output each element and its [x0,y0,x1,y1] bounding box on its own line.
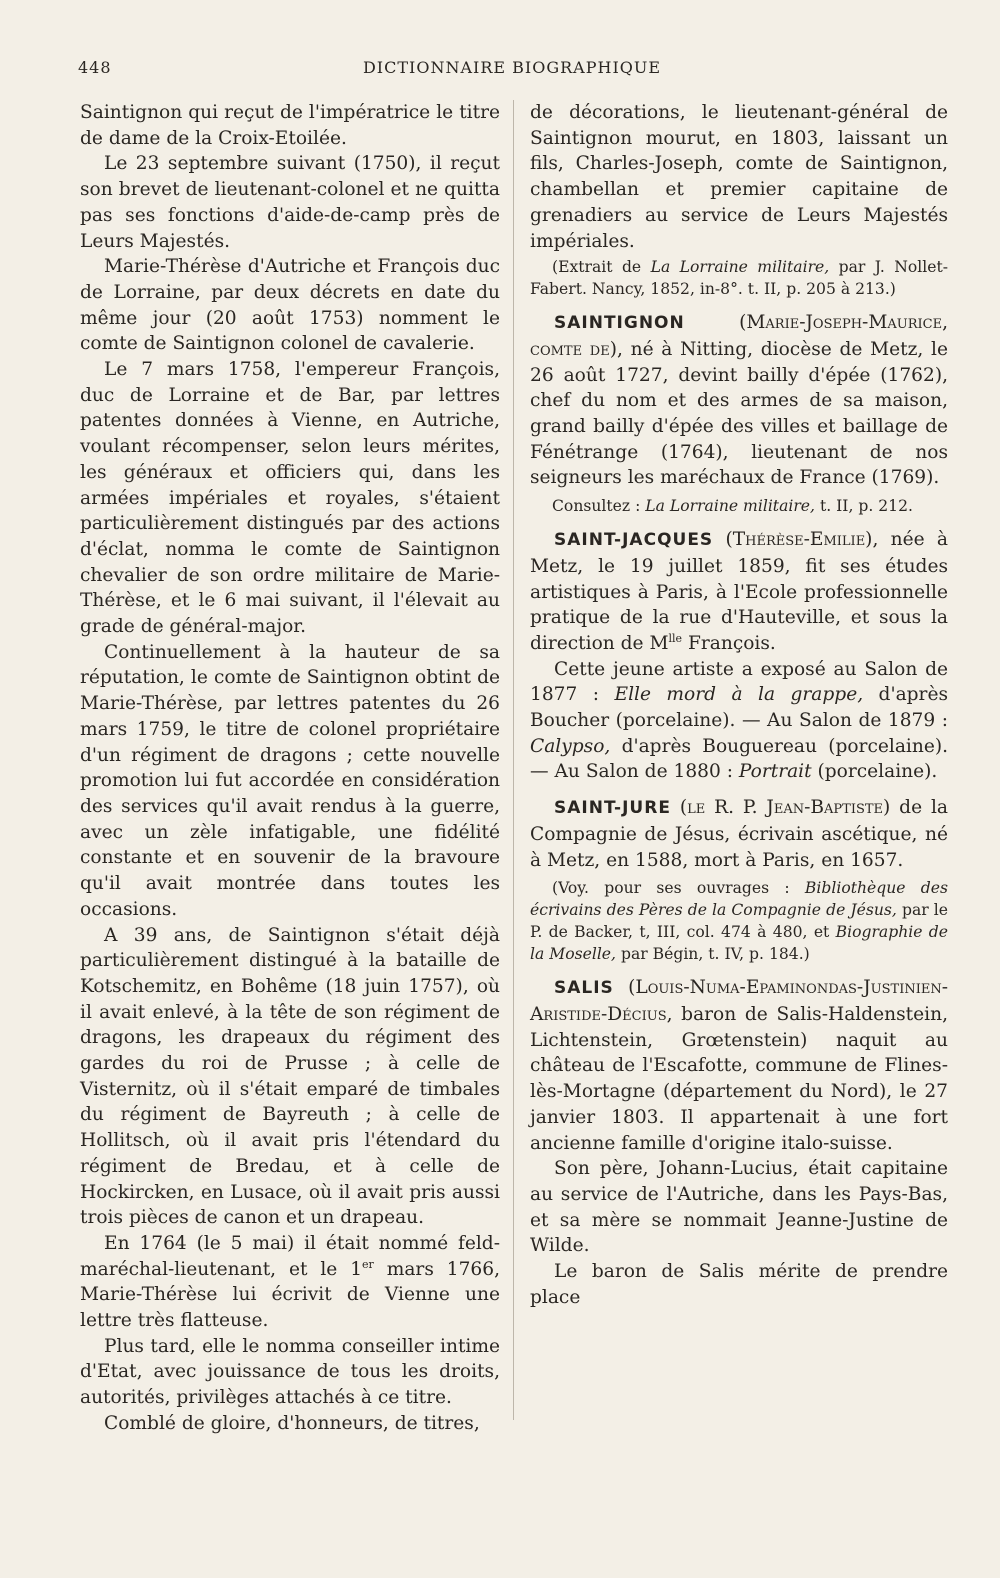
running-title: DICTIONNAIRE BIOGRAPHIQUE [362,58,662,77]
page-number: 448 [78,58,112,77]
italic-title: Elle mord à la grappe, [614,684,864,706]
text: mars 1766, Marie-Thérèse lui écrivit de Vienne une lettre très flatteuse. [80,1258,500,1332]
entry-saint-jure [530,795,948,873]
headword: SAINT-JACQUES [554,530,714,551]
entry-saint-jacques [530,527,948,657]
text: de la Compagnie de Jésus, écrivain ascétique, né à Metz, en 1588, mort à Paris, en 1657. [530,797,948,871]
paragraph: Saintignon qui reçut de l'impératrice le titre de dame de la Croix-Etoilée. [80,102,500,149]
paragraph: Continuellement à la hauteur de sa réputation, le comte de Saintignon obtint de Marie-Thérèse, par lettres patentes du 26 mars 1759, le titre de colonel propriétaire d'un régiment de dragons ; cette nouvelle promotion lui fut accordée en considération des services qu'il avait rendus à la guerre, avec un zèle infatigable, une fidélité constante et en souvenir de la bravoure qu'il avait montrée dans toutes les occasions. [80,641,500,920]
headword: SAINT-JURE [554,798,671,819]
left-column [80,100,500,1437]
italic-title: Calypso, [530,735,611,757]
entry-saintignon [530,310,948,491]
superscript: lle [668,631,683,645]
paragraph: Le 23 septembre suivant (1750), il reçut son brevet de lieutenant-colonel et ne quitta pas ses fonctions d'aide-de-camp près de Leurs Majestés. [80,153,500,252]
entry-salis [530,975,948,1156]
text: Consultez : [552,497,646,516]
italic-title: La Lorraine militaire, [645,497,815,516]
reference-note [530,256,948,300]
paragraph: Le baron de Salis mérite de prendre place [530,1261,948,1308]
text: d'après Bouguereau (porcelaine). — Au Salon de 1880 : [530,735,948,783]
superscript: er [362,1257,374,1271]
reference-note [530,495,948,517]
text: , né à Nitting, diocèse de Metz, le 26 août 1727, devint bailly d'épée (1762), chef du nom et des armes de sa maison, grand bailly d'épée des villes et baillage de Fénétrange (1764), lieutenant de nos seigneurs les maréchaux de France (1769). [530,338,948,489]
text: par le P. de Backer, t, III, col. 474 à 480, et [530,901,948,942]
paragraph [80,1231,500,1334]
paragraph: de décorations, le lieutenant-général de Saintignon mourut, en 1803, laissant un fils, Charles-Joseph, comte de Saintignon, chambellan et premier capitaine de grenadiers au service de Leurs Majestés impériales. [530,102,948,252]
text: (Extrait de [552,258,651,277]
text: par Bégin, t. IV, p. 184.) [616,945,810,964]
italic-title: Bibliothèque des écrivains des Pères de la Compagnie de Jésus, [530,879,948,920]
text: Cette jeune artiste a exposé au Salon de 1877 : [530,658,948,706]
italic-title: Biographie de la Moselle, [530,923,948,964]
paragraph [530,657,948,786]
text: par J. Nollet-Fabert. Nancy, 1852, in-8°. t. II, p. 205 à 213.) [530,258,948,299]
paragraph: Le 7 mars 1758, l'empereur François, duc de Lorraine et de Bar, par lettres patentes données à Vienne, en Autriche, voulant récompenser, selon leurs mérites, les généraux et officiers qui, dans les armées impériales et royales, s'étaient particulièrement distingués par des actions d'éclat, nomma le comte de Saintignon chevalier de son ordre militaire de Marie-Thérèse, et le 6 mai suivant, il l'élevait au grade de général-major. [80,359,500,638]
text: , née à Metz, le 19 juillet 1859, fit ses études artistiques à Paris, à l'Ecole professionnelle pratique de la rue d'Hauteville, et sous la direction de M [530,529,948,654]
entry-name: (Marie-Joseph-Maurice, comte de) [530,312,948,360]
text: En 1764 (le 5 mai) il était nommé feld-maréchal-lieutenant, et le 1 [80,1232,500,1280]
column-divider [513,100,514,1420]
text: (Voy. pour ses ouvrages : [552,879,805,898]
paragraph: Son père, Johann-Lucius, était capitaine au service de l'Autriche, dans les Pays-Bas, et sa mère se nommait Jeanne-Justine de Wilde. [530,1158,948,1257]
headword: SAINTIGNON [554,313,685,334]
entry-name: (Louis-Numa-Epaminondas-Justinien-Aristide-Décius, [530,977,948,1025]
paragraph: Plus tard, elle le nomma conseiller intime d'Etat, avec jouissance de tous les droits, autorités, privilèges attachés à ce titre. [80,1335,500,1409]
paragraph: Marie-Thérèse d'Autriche et François duc de Lorraine, par deux décrets en date du même jour (20 août 1753) nomment le comte de Saintignon colonel de cavalerie. [80,256,500,355]
paragraph: Comblé de gloire, d'honneurs, de titres, [104,1412,480,1434]
italic-title: La Lorraine militaire, [650,258,830,277]
text: (porcelaine). [811,761,938,783]
text: baron de Salis-Haldenstein, Lichtenstein, Grœtenstein) naquit au château de l'Escafotte, commune de Flines-lès-Mortagne (département du Nord), le 27 janvier 1803. Il appartenait à une fort ancienne famille d'origine italo-suisse. [530,1003,948,1154]
entry-name: (le R. P. Jean-Baptiste) [679,797,891,819]
entry-name: (Thérèse-Emilie) [725,529,873,551]
reference-note [530,877,948,965]
right-column [530,100,948,1310]
headword: SALIS [554,978,614,999]
text: t. II, p. 212. [815,497,913,516]
italic-title: Portrait [738,761,812,783]
text: François. [682,632,776,654]
text: d'après Boucher (porcelaine). — Au Salon de 1879 : [530,684,948,732]
page-header [78,58,946,84]
paragraph: A 39 ans, de Saintignon s'était déjà particulièrement distingué à la bataille de Kotschemitz, en Bohême (18 juin 1757), où il avait enlevé, à la tête de son régiment de dragons, les drapeaux du régiment des gardes du roi de Prusse ; à celle de Visternitz, où il s'était emparé de timbales du régiment de Bayreuth ; à celle de Hollitsch, où il avait pris l'étendard du régiment de Bredau, et à celle de Hockircken, en Lusace, où il avait pris aussi trois pièces de canon et un drapeau. [80,924,500,1229]
